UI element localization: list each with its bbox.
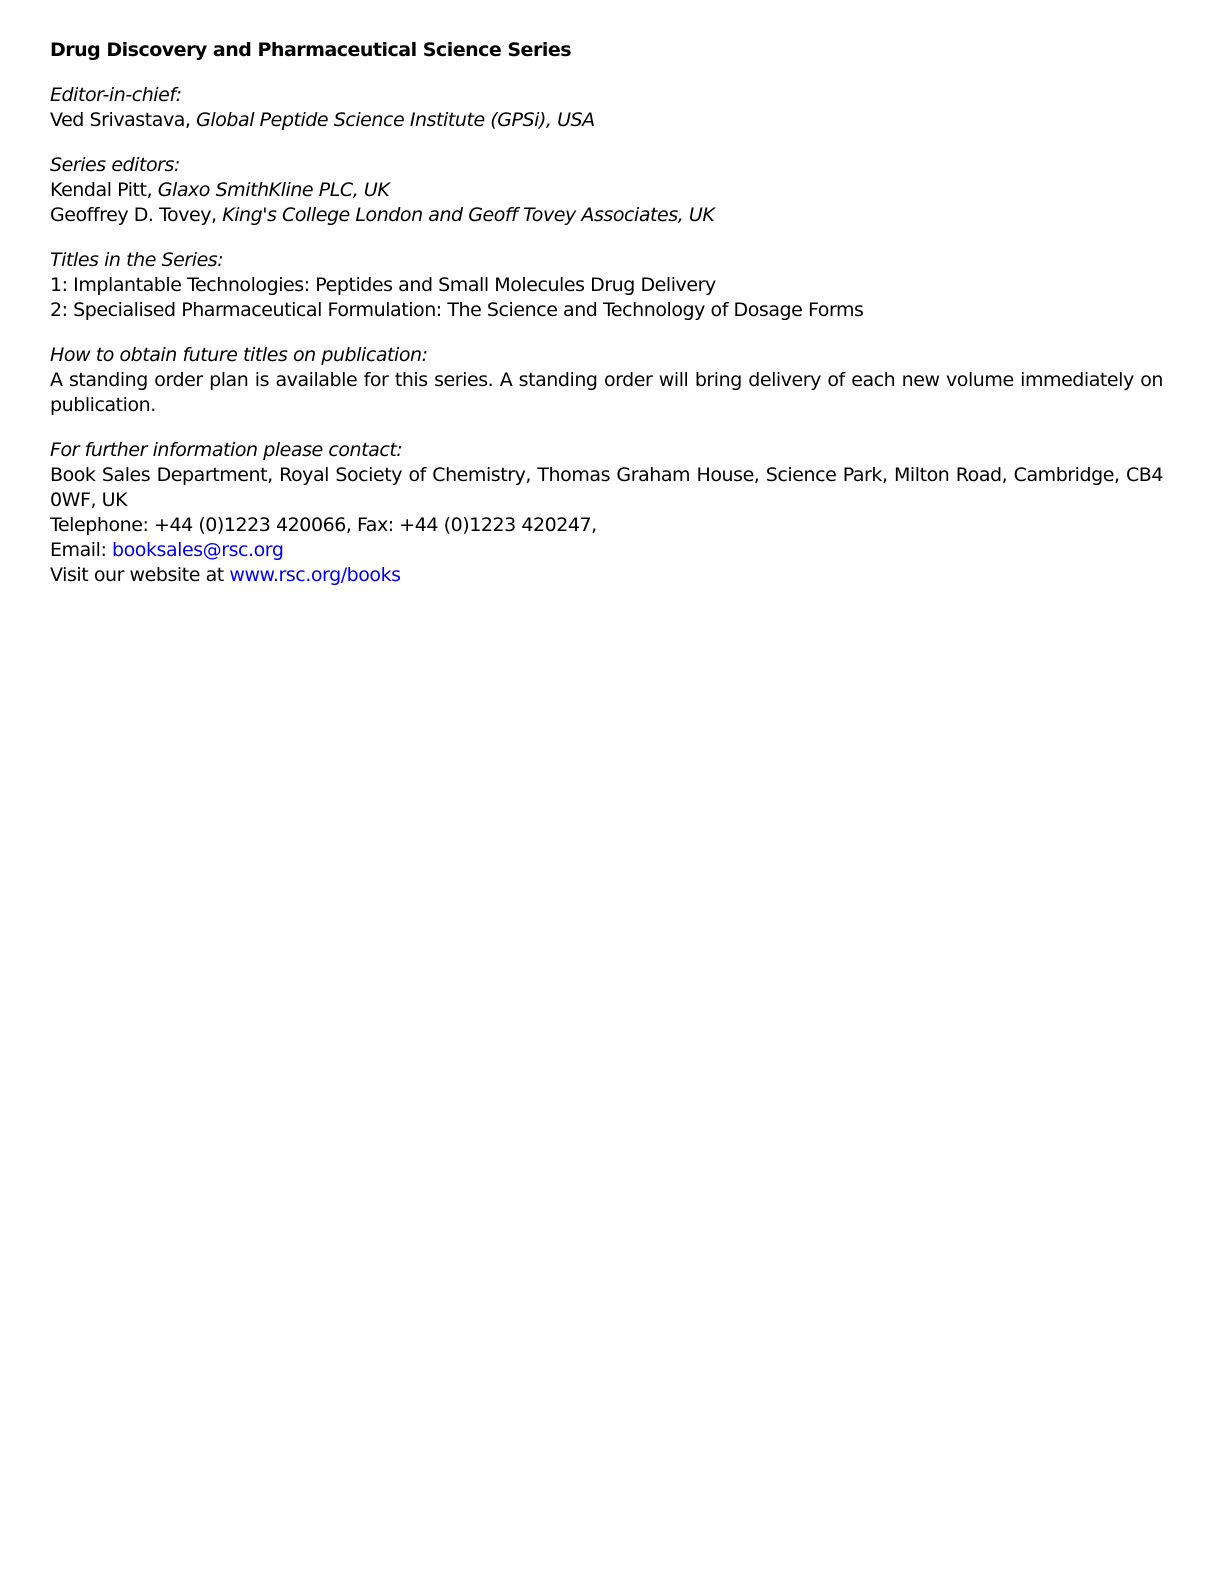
series-page xyxy=(50,38,1163,608)
series-editors-heading: Series editors: xyxy=(50,154,180,176)
titles-heading: Titles in the Series: xyxy=(50,249,224,271)
future-titles-section xyxy=(50,343,1163,418)
series-editor-affiliation: King's College London and Geoff Tovey Associates, UK xyxy=(222,204,715,226)
contact-address: Book Sales Department, Royal Society of Chemistry, Thomas Graham House, Science Park, Milton Road, Cambridge, CB4 0WF, UK xyxy=(50,464,1163,511)
title-item: 1: Implantable Technologies: Peptides and Small Molecules Drug Delivery xyxy=(50,274,716,296)
editor-in-chief-section xyxy=(50,83,1163,133)
contact-website-line xyxy=(50,563,1163,588)
contact-heading: For further information please contact: xyxy=(50,439,403,461)
titles-section xyxy=(50,248,1163,323)
editor-in-chief-heading: Editor-in-chief: xyxy=(50,84,182,106)
website-link[interactable]: www.rsc.org/books xyxy=(229,564,401,586)
contact-section xyxy=(50,438,1163,588)
series-editor-entry xyxy=(50,203,1163,228)
contact-phone: Telephone: +44 (0)1223 420066, Fax: +44 (0)1223 420247, xyxy=(50,514,597,536)
title-item: 2: Specialised Pharmaceutical Formulation: The Science and Technology of Dosage Forms xyxy=(50,299,864,321)
standing-order-text: A standing order plan is available for this series. A standing order will bring delivery of each new volume immediately on publication. xyxy=(50,369,1163,416)
editor-affiliation: Global Peptide Science Institute (GPSi), USA xyxy=(196,109,595,131)
editor-name: Ved Srivastava, xyxy=(50,109,197,131)
website-label: Visit our website at xyxy=(50,564,230,586)
email-label: Email: xyxy=(50,539,113,561)
series-editor-name: Geoffrey D. Tovey, xyxy=(50,204,223,226)
series-editor-affiliation: Glaxo SmithKline PLC, UK xyxy=(157,179,390,201)
series-editors-section xyxy=(50,153,1163,228)
editor-in-chief-entry xyxy=(50,108,1163,133)
future-titles-heading: How to obtain future titles on publication: xyxy=(50,344,428,366)
series-editor-entry xyxy=(50,178,1163,203)
series-editor-name: Kendal Pitt, xyxy=(50,179,158,201)
contact-email-line xyxy=(50,538,1163,563)
series-title: Drug Discovery and Pharmaceutical Science Series xyxy=(50,39,572,61)
email-link[interactable]: booksales@rsc.org xyxy=(112,539,284,561)
